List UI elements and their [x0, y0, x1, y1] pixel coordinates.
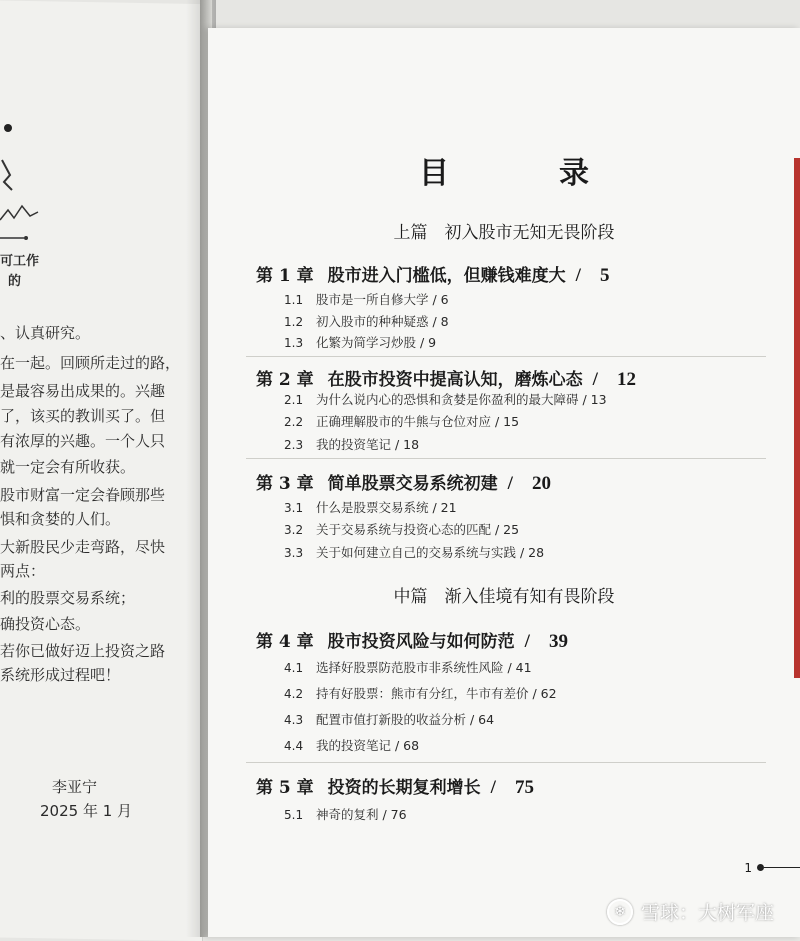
section-number: 2.3	[284, 438, 304, 452]
section-title: 初入股市的种种疑惑 / 8	[316, 314, 449, 329]
section-entry[interactable]	[284, 658, 532, 676]
left-text-line: 大新股民少走弯路，尽快	[0, 538, 166, 556]
chapter-number: 第 2 章	[256, 370, 314, 390]
chapter-number: 第 1 章	[256, 266, 314, 286]
chapter-title: 股市进入门槛低，但赚钱难度大	[327, 266, 566, 286]
section-number: 4.2	[284, 687, 304, 701]
section-title: 配置市值打新股的收益分析 / 64	[316, 712, 495, 727]
chapter-entry[interactable]	[256, 468, 551, 495]
snowball-logo-icon: ❄	[607, 899, 633, 925]
section-title: 我的投资笔记 / 18	[316, 437, 420, 452]
section-entry[interactable]	[284, 520, 519, 538]
section-title: 股市是一所自修大学 / 6	[316, 292, 449, 307]
section-number: 2.1	[284, 393, 304, 407]
section-number: 4.3	[284, 713, 304, 727]
section-entry[interactable]	[284, 805, 407, 823]
doodle-text: 可工作	[0, 254, 40, 269]
section-title: 关于如何建立自己的交易系统与实践 / 28	[316, 545, 545, 560]
section-title: 为什么说内心的恐惧和贪婪是你盈利的最大障碍 / 13	[316, 392, 607, 407]
divider	[246, 356, 766, 357]
chapter-page: / 39	[524, 631, 568, 652]
chapter-title: 股市投资风险与如何防范	[327, 632, 515, 652]
section-number: 3.3	[284, 546, 304, 560]
chapter-page: / 75	[490, 777, 534, 798]
section-number: 1.3	[284, 336, 304, 350]
section-entry[interactable]	[284, 290, 449, 308]
part-heading: 中篇 渐入佳境有知有畏阶段	[393, 587, 615, 607]
page-line	[764, 867, 800, 868]
doodle-text: 的	[8, 274, 22, 289]
chapter-title: 在股市投资中提高认知，磨炼心态	[327, 370, 583, 390]
left-text-line: 若你已做好迈上投资之路	[0, 642, 166, 660]
left-text-line: 在一起。回顾所走过的路，	[0, 354, 181, 372]
section-number: 4.4	[284, 739, 304, 753]
page-number: 1	[744, 861, 752, 875]
toc-title: 目 录	[419, 156, 629, 191]
part-heading: 上篇 初入股市无知无畏阶段	[393, 223, 615, 243]
divider	[246, 762, 766, 763]
left-page-content	[0, 0, 200, 937]
section-title: 化繁为简学习炒股 / 9	[316, 335, 437, 350]
section-entry[interactable]	[284, 710, 494, 728]
section-entry[interactable]	[284, 736, 419, 754]
section-entry[interactable]	[284, 312, 449, 330]
watermark-text: 雪球：大树军座	[640, 902, 774, 924]
left-text-line: 系统形成过程吧！	[0, 666, 121, 684]
page-dot-icon	[757, 864, 764, 871]
left-text-line: 了，该买的教训买了。但	[0, 407, 166, 425]
author-name: 李亚宁	[52, 778, 98, 796]
chapter-title: 投资的长期复利增长	[327, 778, 481, 798]
chapter-number: 第 4 章	[256, 632, 314, 652]
section-number: 1.2	[284, 315, 304, 329]
section-title: 选择好股票防范股市非系统性风险 / 41	[316, 660, 532, 675]
chapter-number: 第 3 章	[256, 474, 314, 494]
chapter-page: / 20	[507, 473, 551, 494]
watermark	[607, 898, 774, 925]
left-text-line: 利的股票交易系统；	[0, 589, 136, 607]
section-entry[interactable]	[284, 412, 519, 430]
chapter-entry[interactable]	[256, 364, 636, 391]
section-number: 3.2	[284, 523, 304, 537]
section-entry[interactable]	[284, 684, 557, 702]
divider	[246, 458, 766, 459]
chapter-entry[interactable]	[256, 260, 609, 287]
section-entry[interactable]	[284, 498, 457, 516]
section-title: 什么是股票交易系统 / 21	[316, 500, 457, 515]
left-text-line: 两点：	[0, 562, 46, 580]
section-title: 神奇的复利 / 76	[316, 807, 407, 822]
section-entry[interactable]	[284, 333, 436, 351]
section-number: 1.1	[284, 293, 304, 307]
section-number: 3.1	[284, 501, 304, 515]
left-text-line: 有浓厚的兴趣。一个人只	[0, 432, 166, 450]
section-number: 4.1	[284, 661, 304, 675]
chapter-page: / 12	[592, 369, 636, 390]
section-entry[interactable]	[284, 390, 607, 408]
left-text-line: 、认真研究。	[0, 324, 91, 342]
chapter-number: 第 5 章	[256, 778, 314, 798]
chapter-entry[interactable]	[256, 772, 534, 799]
section-title: 正确理解股市的牛熊与仓位对应 / 15	[316, 414, 520, 429]
section-entry[interactable]	[284, 435, 419, 453]
section-title: 持有好股票：熊市有分红，牛市有差价 / 62	[316, 686, 557, 701]
section-number: 2.2	[284, 415, 304, 429]
chapter-entry[interactable]	[256, 626, 568, 653]
left-text-line: 惧和贪婪的人们。	[0, 510, 121, 528]
section-title: 关于交易系统与投资心态的匹配 / 25	[316, 522, 520, 537]
section-entry[interactable]	[284, 543, 544, 561]
chapter-page: / 5	[575, 265, 610, 286]
left-text-line: 就一定会有所收获。	[0, 458, 136, 476]
section-number: 5.1	[284, 808, 304, 822]
left-text-line: 股市财富一定会眷顾那些	[0, 486, 166, 504]
toc-page	[208, 28, 800, 937]
preface-date: 2025 年 1 月	[40, 802, 133, 820]
chapter-title: 简单股票交易系统初建	[327, 474, 498, 494]
section-title: 我的投资笔记 / 68	[316, 738, 420, 753]
left-text-line: 确投资心态。	[0, 615, 91, 633]
left-text-line: 是最容易出成果的。兴趣	[0, 382, 166, 400]
